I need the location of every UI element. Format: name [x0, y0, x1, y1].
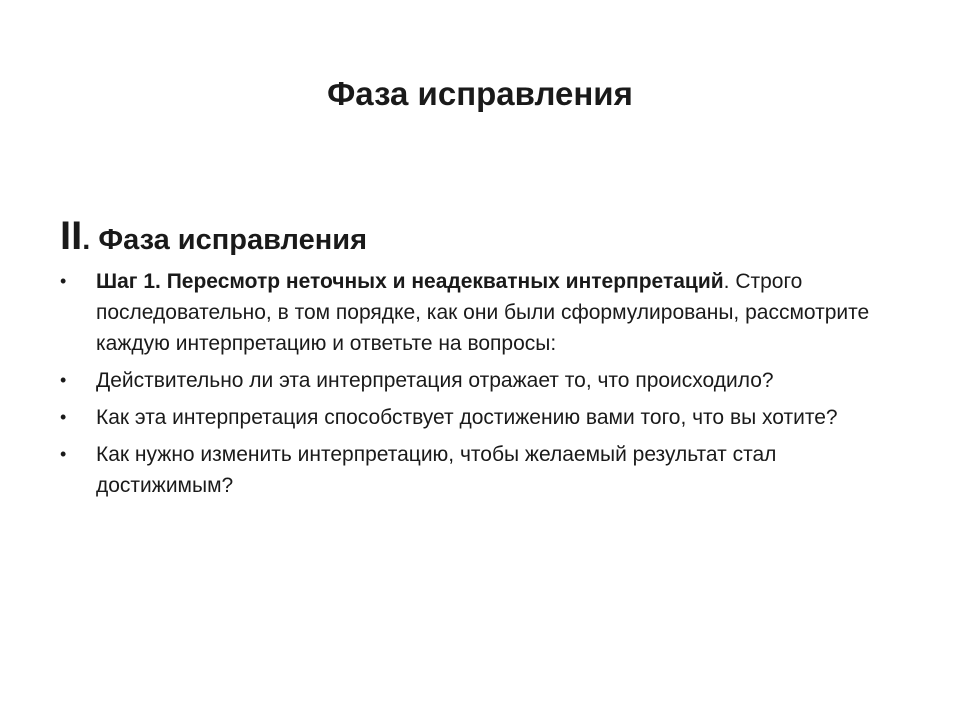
- step-heading: Шаг 1. Пересмотр неточных и неадекватных интерпретаций: [96, 270, 724, 293]
- question-text: Как нужно изменить интерпретацию, чтобы желаемый результат стал достижимым?: [96, 443, 777, 497]
- list-item: [60, 402, 900, 433]
- question-text: Действительно ли эта интерпретация отражает то, что происходило?: [96, 369, 774, 392]
- list-item: [60, 266, 900, 359]
- bullet-icon: •: [60, 444, 67, 464]
- list-item: [60, 365, 900, 396]
- bullet-icon: •: [60, 271, 67, 291]
- section-heading: [60, 212, 367, 269]
- slide-title: Фаза исправления: [327, 75, 633, 112]
- bullet-icon: •: [60, 407, 67, 427]
- question-text: Как эта интерпретация способствует достижению вами того, что вы хотите?: [96, 406, 838, 429]
- section-heading-text: . Фаза исправления: [82, 224, 367, 256]
- bullet-icon: •: [60, 370, 67, 390]
- bullet-list: [60, 266, 900, 507]
- section-numeral: II: [60, 214, 83, 258]
- step-description: . Строго последовательно, в том порядке, как они были сформулированы, рассмотрите каждую интерпретацию и ответьте на вопросы:: [96, 270, 870, 355]
- list-item: [60, 439, 900, 501]
